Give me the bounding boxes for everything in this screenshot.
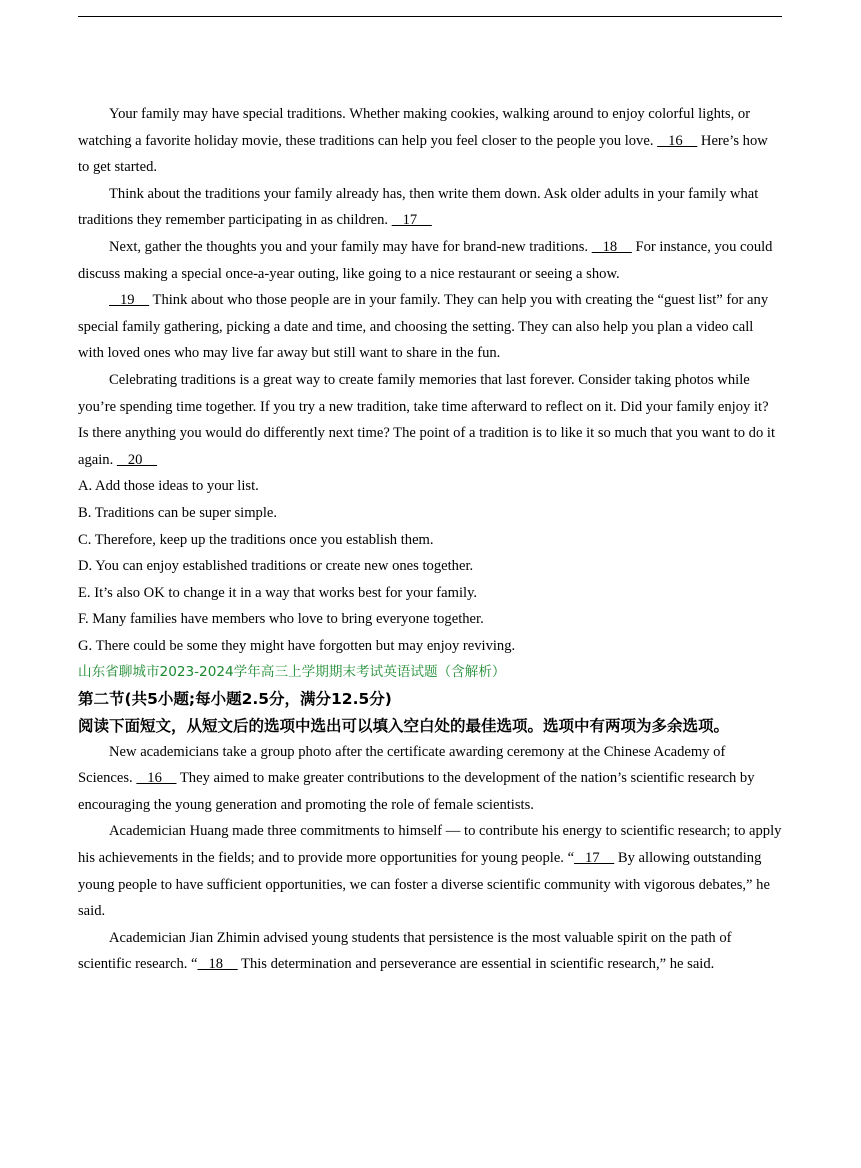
option-a: A. Add those ideas to your list. [78, 478, 259, 495]
paragraph-text: By allowing outstanding young people to have sufficient opportunities, we can foster a diverse scientific community with vigorous debates,” he said. [78, 850, 770, 920]
paragraph-text: Academician Huang made three commitments to himself — to contribute his energy to scientific research; to apply his achievements in the fields; and to provide more opportunities for young people. “ [78, 823, 782, 867]
passage1-paragraph-1 [78, 101, 782, 181]
option-c: C. Therefore, keep up the traditions once you establish them. [78, 531, 434, 548]
paragraph-text: Think about who those people are in your family. They can help you with creating the “guest list” for any special family gathering, picking a date and time, and choosing the setting. They can also help you plan a video call with loved ones who may live far away but still want to share in the fun. [78, 292, 769, 362]
passage1-paragraph-3 [78, 234, 782, 287]
blank-17: 17 [391, 212, 432, 229]
option-f: F. Many families have members who love to bring everyone together. [78, 611, 484, 628]
passage1-paragraph-5 [78, 367, 782, 473]
blank-16: 16 [136, 770, 177, 787]
paragraph-text: This determination and perseverance are essential in scientific research,” he said. [237, 956, 715, 973]
paragraph-text: Academician Jian Zhimin advised young students that persistence is the most valuable spirit on the path of scientific research. “ [78, 929, 732, 973]
paragraph-text: Your family may have special traditions. Whether making cookies, walking around to enjoy colorful lights, or watching a favorite holiday movie, these traditions can help you feel closer to the people you love. [78, 106, 751, 149]
paragraph-text: Think about the traditions your family already has, then write them down. Ask older adults in your family what traditions they remember participating in as children. [78, 185, 759, 229]
passage1-paragraph-4 [78, 287, 782, 367]
passage2-paragraph-1 [78, 739, 782, 819]
document-content [78, 101, 782, 978]
blank-19: 19 [109, 292, 150, 309]
paragraph-text: Next, gather the thoughts you and your family may have for brand-new traditions. [109, 238, 592, 255]
passage1-paragraph-2 [78, 181, 782, 234]
paragraph-text: For instance, you could discuss making a special once-a-year outing, like going to a nice restaurant or seeing a show. [78, 238, 773, 282]
blank-18: 18 [197, 956, 238, 973]
paragraph-text: New academicians take a group photo after the certificate awarding ceremony at the Chinese Academy of Sciences. [78, 743, 726, 787]
instructions: 阅读下面短文，从短文后的选项中选出可以填入空白处的最佳选项。选项中有两项为多余选项。 [78, 716, 730, 735]
paragraph-text: Celebrating traditions is a great way to create family memories that last forever. Consider taking photos while you’re spending time together. If you try a new tradition, take time afterward to reflect on it. Did your family enjoy it? Is there anything you would do differently next time? The point of a tradition is to like it so much that you want to do it again. [78, 371, 776, 468]
blank-18: 18 [591, 238, 632, 255]
header-rule [78, 16, 782, 17]
passage2-paragraph-3 [78, 925, 782, 978]
option-g: G. There could be some they might have forgotten but may enjoy reviving. [78, 637, 516, 654]
blank-16: 16 [657, 132, 698, 149]
passage2-paragraph-2 [78, 818, 782, 924]
paragraph-text: Here’s how to get started. [78, 132, 768, 176]
blank-20: 20 [116, 451, 158, 468]
option-d: D. You can enjoy established traditions or create new ones together. [78, 558, 474, 575]
option-b: B. Traditions can be super simple. [78, 504, 278, 521]
section-heading: 第二节(共5小题;每小题2.5分，满分12.5分) [78, 690, 392, 709]
paragraph-text: They aimed to make greater contributions to the development of the nation’s scientific research by encouraging the young generation and promoting the role of female scientists. [78, 770, 755, 813]
option-e: E. It’s also OK to change it in a way that works best for your family. [78, 584, 478, 601]
blank-17: 17 [574, 850, 615, 867]
source-title: 山东省聊城市2023-2024学年高三上学期期末考试英语试题（含解析） [78, 664, 506, 681]
